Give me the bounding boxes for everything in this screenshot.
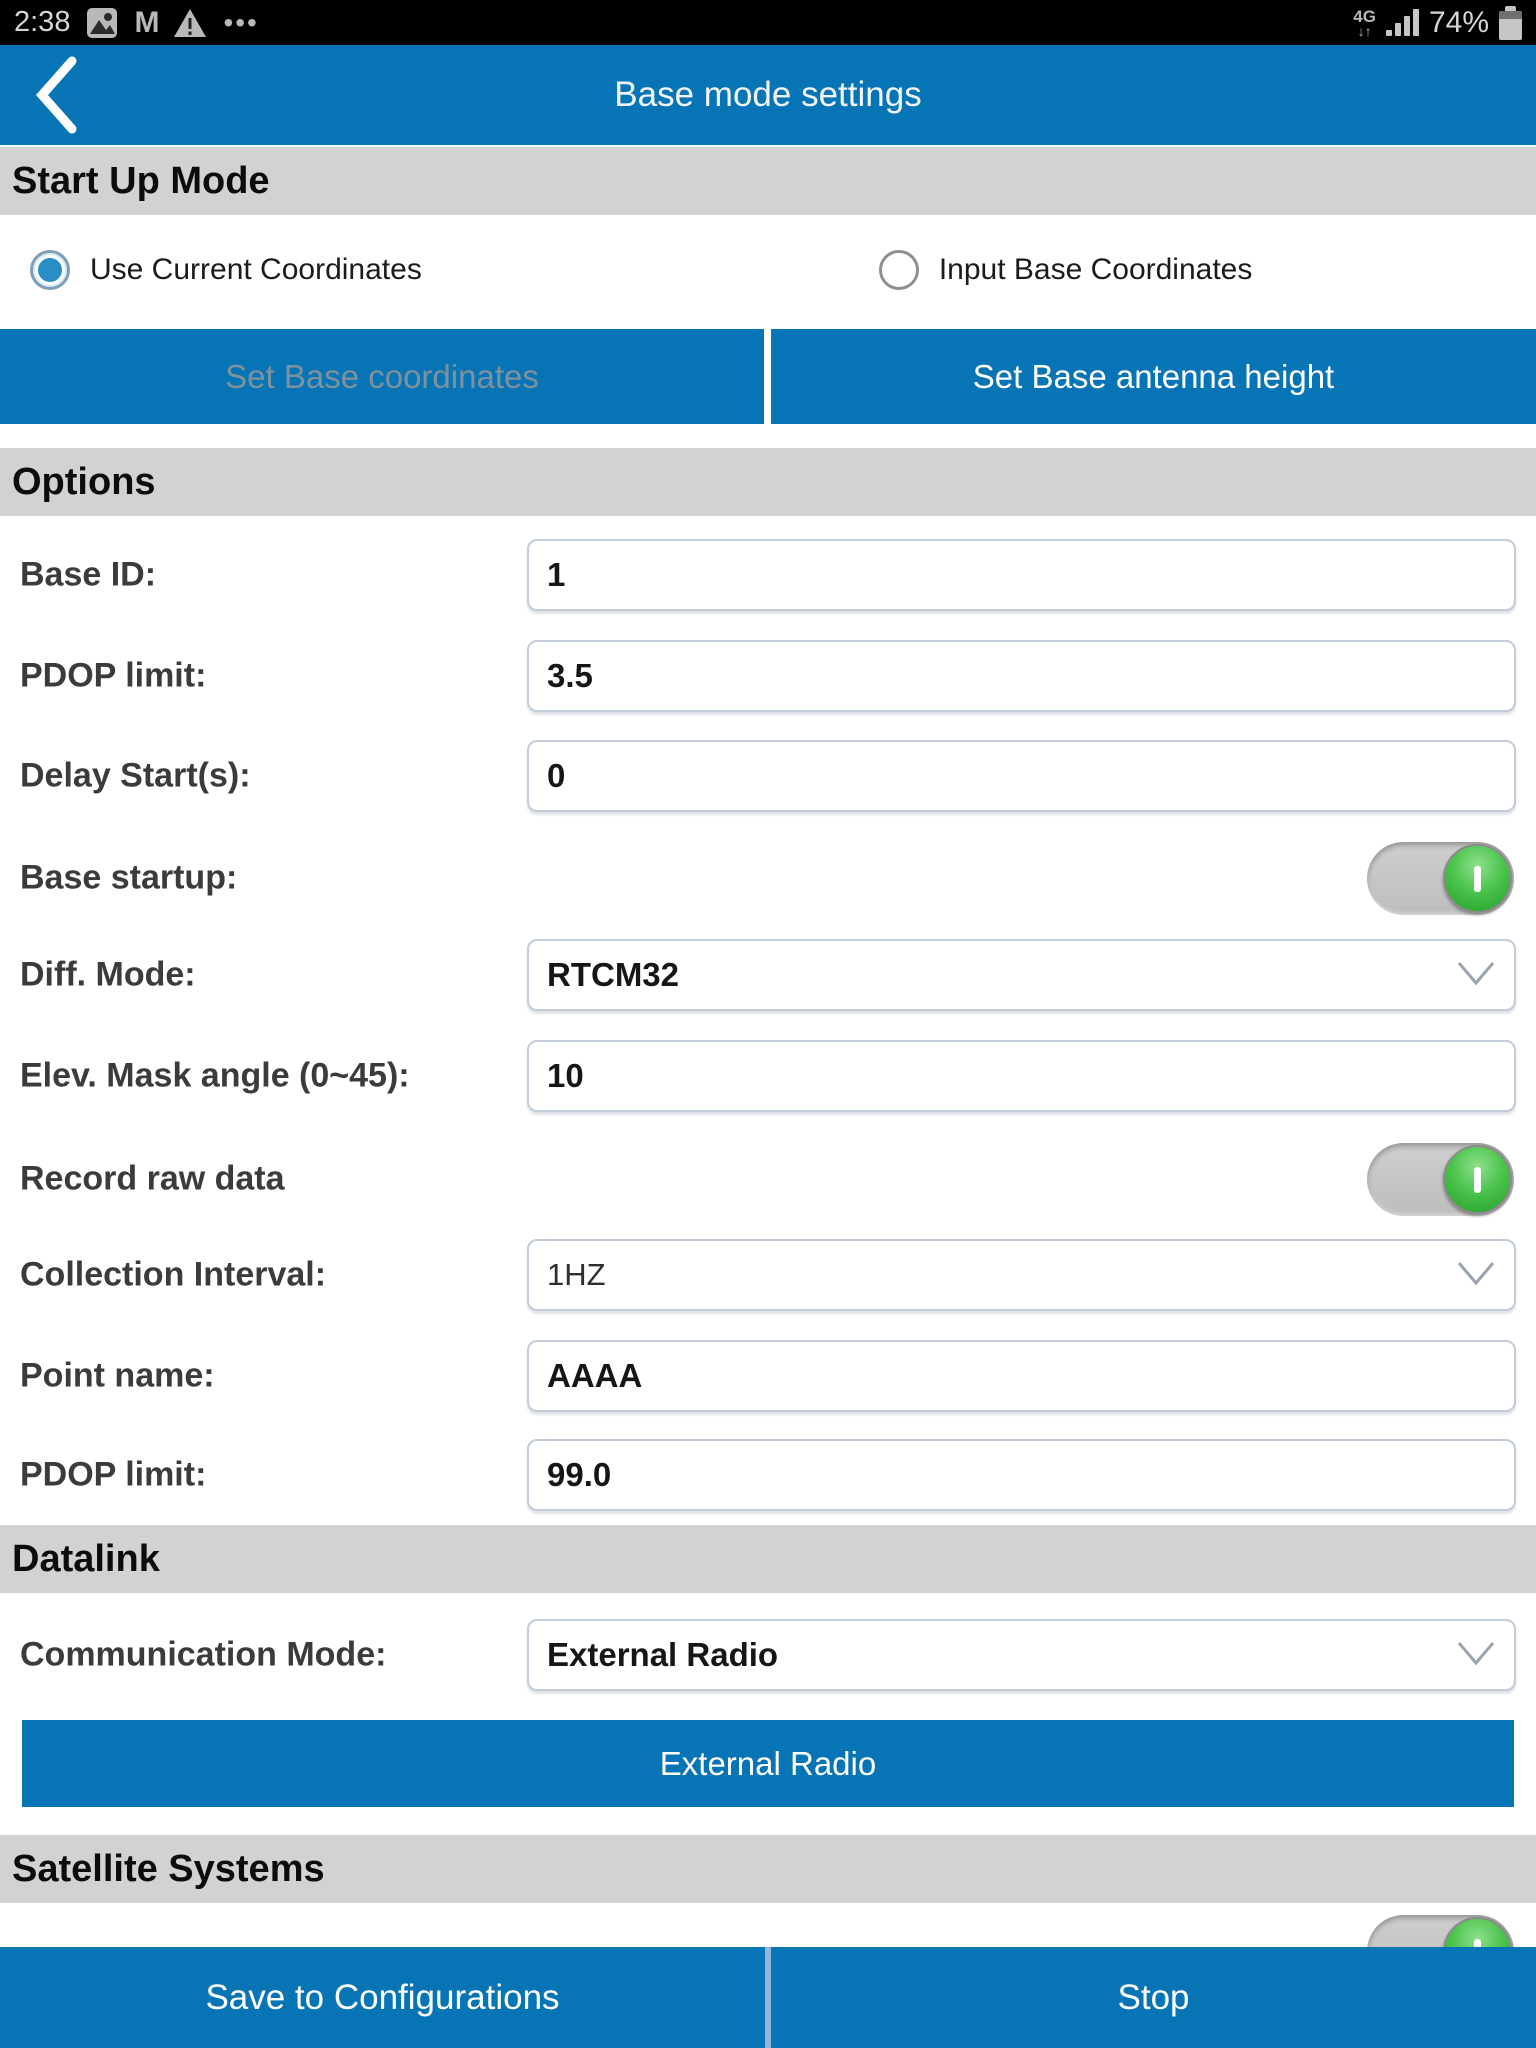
gmail-icon: M [134, 5, 158, 39]
communication-mode-dropdown[interactable]: External Radio [527, 1619, 1516, 1691]
collection-interval-label: Collection Interval: [20, 1255, 327, 1294]
battery-percent-text: 74% [1428, 5, 1489, 39]
chevron-down-icon [1456, 956, 1496, 994]
pdop-limit2-label: PDOP limit: [20, 1455, 207, 1494]
pdop-limit-label: PDOP limit: [20, 656, 207, 695]
toggle-on-knob-icon [1443, 1145, 1512, 1214]
section-title: Options [12, 460, 156, 503]
startup-mode-radio-group [0, 245, 1536, 295]
section-title: Satellite Systems [12, 1847, 325, 1890]
point-name-input[interactable]: AAAA [527, 1340, 1516, 1412]
delay-start-input[interactable]: 0 [527, 740, 1516, 812]
elev-mask-input[interactable]: 10 [527, 1040, 1516, 1112]
stop-button[interactable]: Stop [1117, 1977, 1190, 2017]
signal-strength-icon [1386, 9, 1419, 36]
app-header [0, 45, 1536, 145]
external-radio-button[interactable]: External Radio [22, 1720, 1514, 1807]
chevron-down-icon [1456, 1256, 1496, 1294]
point-name-label: Point name: [20, 1356, 215, 1395]
diff-mode-label: Diff. Mode: [20, 955, 196, 994]
delay-start-label: Delay Start(s): [20, 756, 251, 795]
section-datalink [0, 1525, 1536, 1593]
elev-mask-label: Elev. Mask angle (0~45): [20, 1056, 410, 1095]
pdop-limit-input[interactable]: 3.5 [527, 640, 1516, 712]
communication-mode-label: Communication Mode: [20, 1635, 387, 1674]
base-startup-toggle[interactable] [1367, 842, 1514, 915]
radio-input-base-coordinates[interactable] [879, 250, 1253, 290]
radio-label: Input Base Coordinates [938, 253, 1253, 286]
radio-selected-icon [30, 250, 70, 290]
section-satellite-systems [0, 1835, 1536, 1903]
toggle-on-knob-icon [1443, 844, 1512, 913]
base-id-label: Base ID: [20, 555, 157, 594]
radio-label: Use Current Coordinates [90, 253, 422, 286]
radio-unselected-icon [879, 250, 919, 290]
warning-icon [173, 8, 207, 38]
diff-mode-dropdown[interactable]: RTCM32 [527, 939, 1516, 1011]
back-button[interactable] [16, 53, 96, 137]
radio-use-current-coordinates[interactable] [30, 250, 422, 290]
record-raw-data-toggle[interactable] [1367, 1143, 1514, 1216]
pdop-limit2-input[interactable]: 99.0 [527, 1439, 1516, 1511]
section-title: Datalink [12, 1537, 160, 1580]
more-notifications-icon: ••• [223, 6, 259, 38]
battery-icon [1499, 6, 1522, 40]
save-to-configurations-button[interactable]: Save to Configurations [205, 1977, 560, 2017]
page-title: Base mode settings [614, 75, 922, 114]
collection-interval-dropdown[interactable]: 1HZ [527, 1239, 1516, 1311]
chevron-down-icon [1456, 1636, 1496, 1674]
photo-notification-icon [86, 7, 118, 39]
set-base-antenna-height-button[interactable]: Set Base antenna height [771, 329, 1536, 424]
back-chevron-icon [32, 55, 80, 135]
clock-text: 2:38 [14, 6, 71, 38]
status-bar [0, 0, 1536, 45]
status-bar-right [1353, 6, 1522, 40]
section-start-up-mode [0, 147, 1536, 215]
set-base-coordinates-button[interactable]: Set Base coordinates [0, 329, 764, 424]
section-title: Start Up Mode [12, 159, 270, 202]
base-startup-label: Base startup: [20, 858, 238, 897]
base-id-input[interactable]: 1 [527, 539, 1516, 611]
section-options [0, 448, 1536, 516]
footer-action-bar [0, 1947, 1536, 2048]
record-raw-data-label: Record raw data [20, 1159, 285, 1198]
network-4g-icon: 4G ↓↑ [1353, 6, 1376, 39]
